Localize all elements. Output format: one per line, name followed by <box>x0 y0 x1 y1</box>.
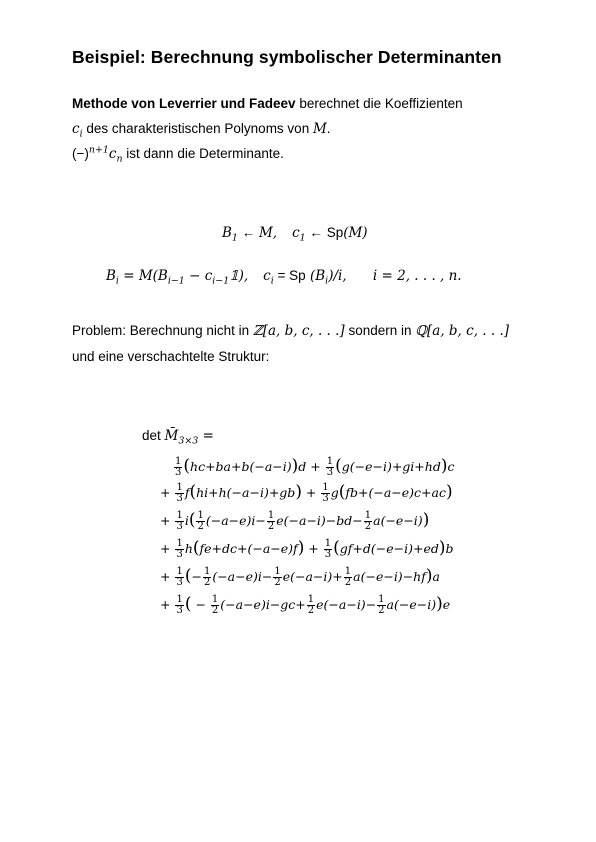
paren-close: ) <box>440 456 448 476</box>
fraction-num: 1 <box>344 566 352 577</box>
fraction-num: 1 <box>326 456 334 467</box>
term-text: e(−a−i)+ <box>282 569 343 584</box>
paren-close: ) <box>295 482 302 502</box>
det-term-line-2 <box>160 479 453 505</box>
fraction-num: 1 <box>176 482 183 493</box>
det-term-line-1 <box>173 453 454 479</box>
det-matrix-sub: 3×3 <box>178 435 199 447</box>
arrow-1: ← <box>237 225 259 240</box>
det-heading <box>142 428 214 447</box>
paren-open: ( <box>184 594 192 614</box>
problem-line-2 <box>72 349 269 365</box>
fraction-den: 3 <box>176 521 183 532</box>
fraction-den: 2 <box>274 577 281 588</box>
term-text: (−a−e)i− <box>212 569 273 584</box>
term-text: h <box>184 541 193 556</box>
ci-sub: i <box>270 275 274 287</box>
arrow-2: ← <box>305 225 327 240</box>
fraction-den: 3 <box>326 467 334 478</box>
fraction-den: 2 <box>211 605 219 616</box>
intro-line-1-rest: berechnet die Koeffizienten <box>295 96 463 111</box>
sp-2: Sp <box>289 268 306 283</box>
paren-open: ( <box>338 482 346 502</box>
term-text: a(−e−i) <box>386 597 437 612</box>
fraction-den: 3 <box>176 549 183 560</box>
plus-sign: + <box>160 541 175 556</box>
paren-open: ( <box>192 538 200 558</box>
fraction-num: 1 <box>176 594 183 605</box>
plus-sign: + <box>160 513 175 528</box>
paren-close: ) <box>438 538 446 558</box>
paren-open: ( <box>333 538 340 558</box>
fraction-third <box>174 457 182 478</box>
paren-open: ( <box>335 456 342 476</box>
fraction-third <box>324 539 332 560</box>
paren-open: ( <box>188 510 196 530</box>
term-text: e(−a−i)−bd− <box>276 513 363 528</box>
fraction-third <box>175 567 183 588</box>
paren-close: ) <box>425 566 433 586</box>
term-text: (−a−e)i− <box>205 513 266 528</box>
eq1-m: M, <box>258 225 278 241</box>
eq2-mid2: − c <box>184 268 213 284</box>
equation-recursion <box>106 268 462 287</box>
fraction-den: 3 <box>324 549 332 560</box>
equation-init <box>222 225 368 244</box>
term-text: f <box>184 485 190 500</box>
det-term-line-5 <box>160 563 440 589</box>
eq2-end: 𝟙), <box>229 268 249 284</box>
fraction-half <box>344 567 352 588</box>
term-text: c <box>447 459 455 474</box>
term-text: a <box>432 569 440 584</box>
fraction-den: 2 <box>307 605 315 616</box>
term-text: g <box>330 485 339 500</box>
det-matrix: M̄ <box>164 428 179 444</box>
fraction-half <box>273 567 281 588</box>
sp-2-arg-sub: i <box>325 275 329 287</box>
term-text: e(−a−i)− <box>316 597 377 612</box>
paren-close: ) <box>291 456 299 476</box>
matrix-m: M <box>312 121 327 137</box>
fraction-third <box>175 511 183 532</box>
fraction-third <box>175 595 183 616</box>
coef-cn-sub: n <box>116 153 123 165</box>
fraction-num: 1 <box>322 482 329 493</box>
fraction-half <box>211 595 219 616</box>
paren-close: ) <box>436 594 443 614</box>
fraction-den: 3 <box>176 605 183 616</box>
term-text: a(−e−i)−hf <box>353 569 426 584</box>
paren-open: ( <box>183 456 191 476</box>
fraction-half <box>377 595 385 616</box>
problem-line-1 <box>72 323 509 339</box>
paren-open: ( <box>189 482 197 502</box>
term-text: e <box>442 597 451 612</box>
term-text: gf+d(−e−i)+ed <box>339 541 439 556</box>
fraction-num: 1 <box>203 566 211 577</box>
fraction-num: 1 <box>307 594 315 605</box>
c1: c <box>292 225 300 241</box>
eq2-mid: = M(B <box>118 268 168 284</box>
fraction-half <box>364 511 372 532</box>
bi-sub: i <box>115 275 119 287</box>
det-term-line-3 <box>160 507 429 533</box>
method-name: Methode von Leverrier und Fadeev <box>72 96 296 111</box>
term-text: a(−e−i) <box>373 513 423 528</box>
problem-start: Problem: Berechnung nicht in <box>72 323 253 338</box>
paren-open: ( <box>184 566 192 586</box>
fraction-num: 1 <box>274 566 281 577</box>
term-text: + <box>304 541 323 556</box>
term-text: hi+h(−a−i)+gb <box>196 485 296 500</box>
ci: c <box>263 268 271 284</box>
fraction-half <box>203 567 211 588</box>
ring-z: ℤ[a, b, c, . . .] <box>252 323 345 339</box>
intro-line-2 <box>72 121 331 140</box>
fraction-num: 1 <box>175 456 182 467</box>
fraction-den: 2 <box>203 577 211 588</box>
fraction-half <box>307 595 315 616</box>
fraction-den: 2 <box>267 521 275 532</box>
fraction-third <box>321 483 329 504</box>
fraction-half <box>267 511 275 532</box>
problem-line-2-text: und eine verschachtelte Struktur: <box>72 349 270 364</box>
intro-line-3-rest: ist dann die Determinante. <box>122 146 284 161</box>
fraction-num: 1 <box>197 510 204 521</box>
fraction-num: 1 <box>364 510 372 521</box>
fraction-third <box>175 483 183 504</box>
eq2-sub2: i−1 <box>212 275 230 287</box>
term-text: + <box>301 485 321 500</box>
fraction-num: 1 <box>176 538 183 549</box>
sp-2-arg: (B <box>305 268 326 284</box>
fraction-den: 3 <box>176 493 183 504</box>
plus-sign: + <box>160 597 175 612</box>
term-text: b <box>445 541 454 556</box>
term-text: i <box>184 513 189 528</box>
fraction-third <box>326 457 334 478</box>
det-term-line-4 <box>160 535 454 561</box>
fraction-third <box>175 539 183 560</box>
fraction-half <box>196 511 204 532</box>
b1-sub: 1 <box>231 232 238 244</box>
ring-q: ℚ[a, b, c, . . .] <box>415 323 509 339</box>
sign: (−) <box>72 146 89 161</box>
fraction-num: 1 <box>324 538 332 549</box>
coef-ci <box>72 121 83 140</box>
fraction-num: 1 <box>267 510 275 521</box>
b1: B <box>222 225 232 241</box>
sp-2-arg-end: )/i, <box>328 268 347 284</box>
term-text: g(−e−i)+gi+hd <box>341 459 441 474</box>
eq2-equals: = <box>273 268 290 283</box>
det-term-line-6 <box>160 591 450 617</box>
fraction-den: 3 <box>176 577 183 588</box>
paren-close: ) <box>422 510 430 530</box>
term-text: − <box>191 597 210 612</box>
sp-1: Sp <box>326 225 344 240</box>
det-label: det <box>142 428 161 443</box>
fraction-num: 1 <box>211 594 219 605</box>
c1-sub: 1 <box>299 232 306 244</box>
fraction-den: 2 <box>197 521 204 532</box>
det-equals: = <box>198 428 214 444</box>
intro-line-1 <box>72 96 463 112</box>
coef-c-sub: i <box>79 128 83 140</box>
term-text: fe+dc+(−a−e)f <box>199 541 298 556</box>
plus-sign: + <box>160 569 175 584</box>
eq2-sub1: i−1 <box>167 275 185 287</box>
fraction-den: 3 <box>175 467 182 478</box>
index-range: i = 2, . . . , n. <box>372 268 462 284</box>
fraction-num: 1 <box>176 510 183 521</box>
paren-close: ) <box>446 482 453 502</box>
fraction-den: 2 <box>364 521 372 532</box>
coef-cn: c <box>108 146 117 162</box>
term-text: − <box>191 569 202 584</box>
bi: B <box>106 268 116 284</box>
coef-c: c <box>72 121 80 137</box>
term-text: fb+(−a−e)c+ac <box>345 485 446 500</box>
problem-mid: sondern in <box>344 323 416 338</box>
sign-exponent: n+1 <box>88 144 109 156</box>
term-text: hc+ba+b(−a−i) <box>190 459 292 474</box>
fraction-den: 2 <box>344 577 352 588</box>
sp-1-arg: (M) <box>343 225 368 241</box>
intro-line-2-rest: des charakteristischen Polynoms von <box>82 121 313 136</box>
intro-line-2-end: . <box>326 121 331 136</box>
fraction-den: 2 <box>378 605 385 616</box>
fraction-den: 3 <box>322 493 329 504</box>
fraction-num: 1 <box>378 594 385 605</box>
fraction-num: 1 <box>176 566 183 577</box>
term-text: (−a−e)i−gc+ <box>220 597 306 612</box>
plus-sign: + <box>160 485 175 500</box>
term-text: d + <box>298 459 325 474</box>
page-title: Beispiel: Berechnung symbolischer Determinanten <box>72 47 502 67</box>
paren-close: ) <box>297 538 305 558</box>
intro-line-3 <box>72 144 284 165</box>
